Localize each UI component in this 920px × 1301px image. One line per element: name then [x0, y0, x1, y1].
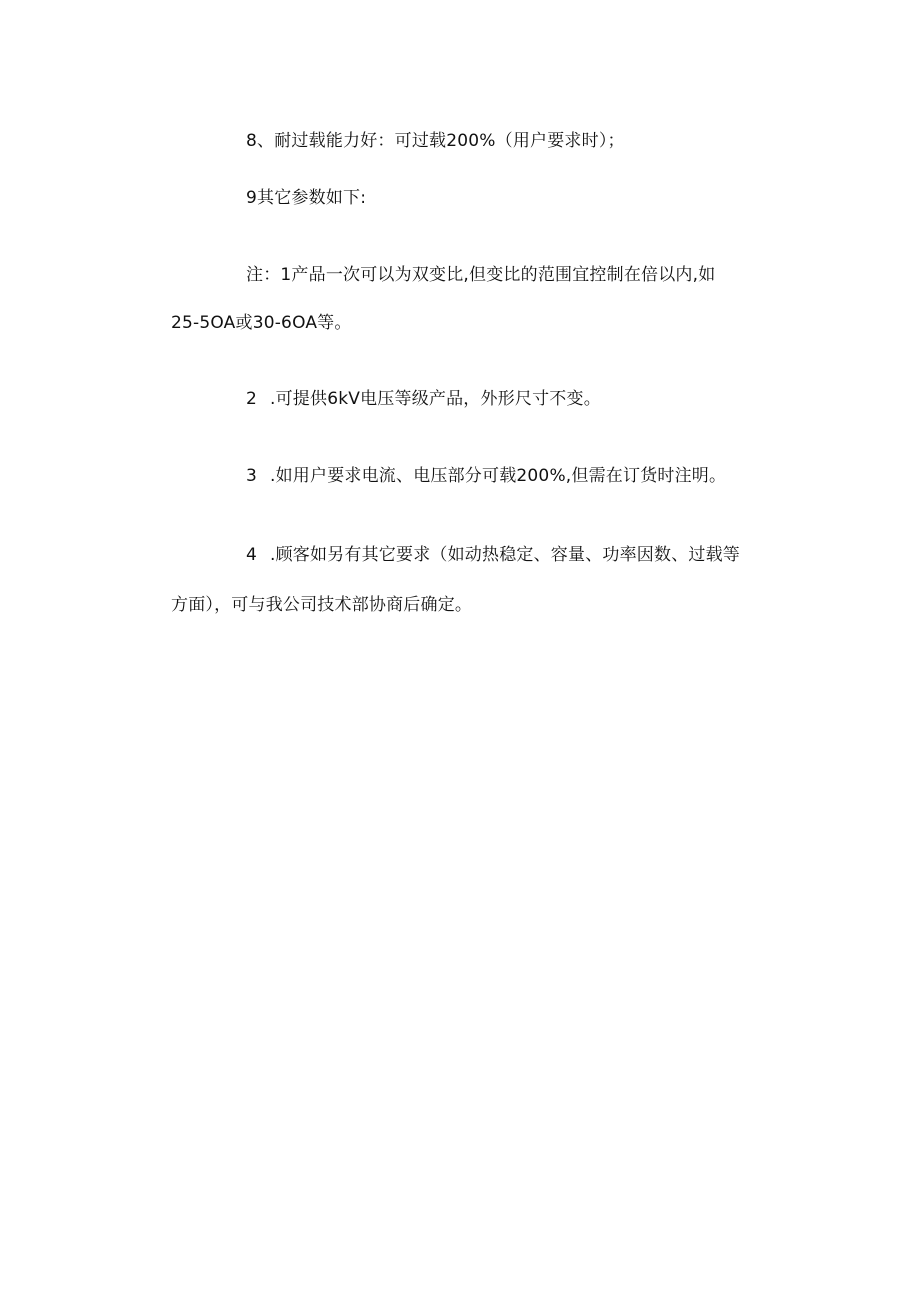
note-2-text: .可提供6kV电压等级产品，外形尺寸不变。 — [270, 389, 601, 409]
note-3 — [246, 466, 726, 486]
note-1-line-1: 注：1产品一次可以为双变比,但变比的范围宜控制在倍以内,如 — [246, 265, 716, 285]
note-4-line-2: 方面），可与我公司技术部协商后确定。 — [171, 595, 473, 615]
note-3-text: .如用户要求电流、电压部分可载200%,但需在订货时注明。 — [270, 466, 727, 486]
item-8-overload-capacity: 8、耐过载能力好：可过载200%（用户要求时）； — [246, 131, 625, 151]
note-4-text-line-1: .顾客如另有其它要求（如动热稳定、容量、功率因数、过载等 — [270, 545, 741, 565]
note-2-number: 2 — [246, 389, 258, 409]
note-2 — [246, 389, 601, 409]
note-1-line-2: 25-5OA或30-6OA等。 — [171, 313, 352, 333]
note-4-line-1 — [246, 545, 740, 565]
note-4-number: 4 — [246, 545, 258, 565]
note-3-number: 3 — [246, 466, 258, 486]
item-9-other-parameters: 9其它参数如下: — [246, 188, 367, 208]
